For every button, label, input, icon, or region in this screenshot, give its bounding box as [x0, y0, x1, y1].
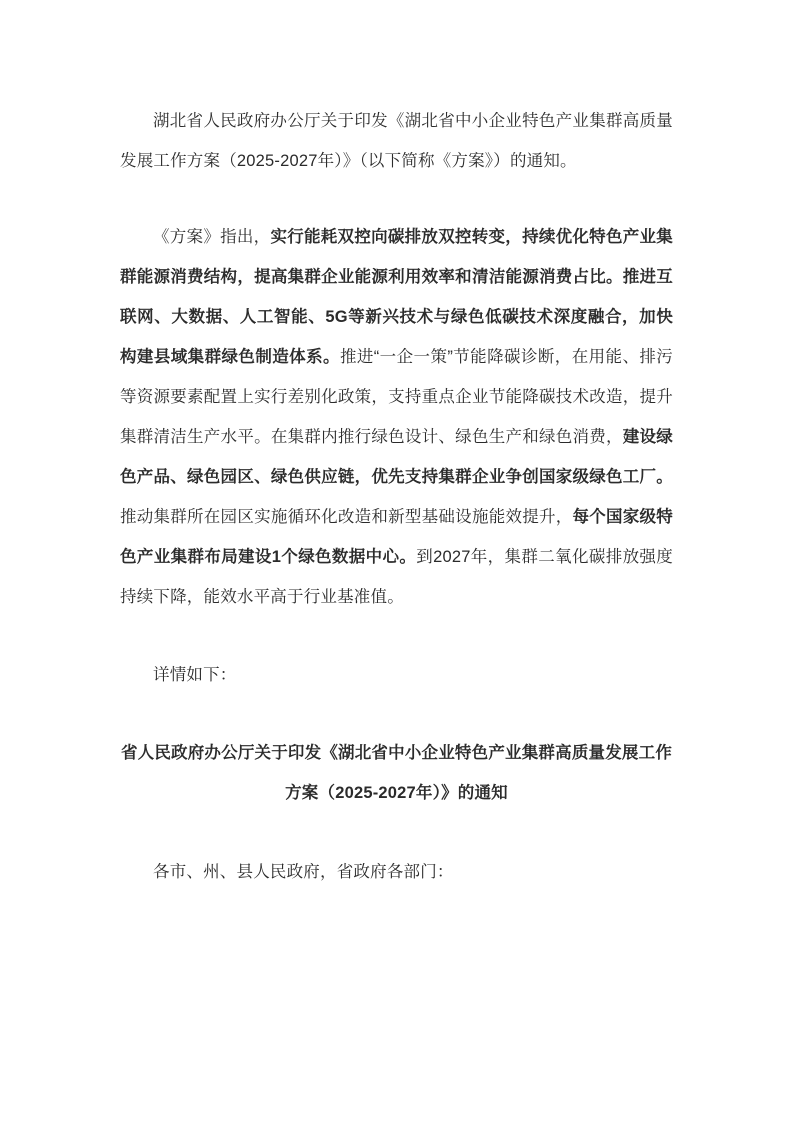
run-bold-energy-control: 实行能耗双控向碳排放双控转变，持续优化特色产业集群能源消费结构，提高集群企业能源利用效率和清洁能源消费占比。推进互联网、大数据、人工智能、5G等新兴技术与绿色低碳技术深度融合，加快构建县域集群绿色制造体系。 — [120, 228, 673, 366]
paragraph-gap-2 — [120, 617, 673, 655]
run-2027-targets: 到2027年，集群二氧化碳排放强度持续下降，能效水平高于行业基准值。 — [120, 548, 673, 606]
paragraph-summary — [120, 217, 673, 617]
paragraph-intro: 湖北省人民政府办公厅关于印发《湖北省中小企业特色产业集群高质量发展工作方案（2025-2027年）》（以下简称《方案》）的通知。 — [120, 112, 673, 170]
run-policy-diagnosis: 推进“一企一策”节能降碳诊断，在用能、排污等资源要素配置上实行差别化政策，支持重点企业节能降碳技术改造，提升集群清洁生产水平。在集群内推行绿色设计、绿色生产和绿色消费， — [120, 348, 673, 446]
notice-title: 省人民政府办公厅关于印发《湖北省中小企业特色产业集群高质量发展工作方案（2025-2027年）》的通知 — [120, 744, 673, 802]
run-bold-green-products: 建设绿色产品、绿色园区、绿色供应链，优先支持集群企业争创国家级绿色工厂。 — [120, 428, 673, 486]
document-content — [120, 0, 673, 892]
paragraph-gap-1 — [120, 181, 673, 217]
paragraph-recipients: 各市、州、县人民政府，省政府各部门： — [153, 863, 454, 881]
run-plan-states: 《方案》指出， — [153, 228, 271, 246]
run-park-upgrade: 推动集群所在园区实施循环化改造和新型基础设施能效提升， — [120, 508, 573, 526]
run-bold-green-data-center: 每个国家级特色产业集群布局建设1个绿色数据中心。 — [120, 508, 673, 566]
paragraph-details-lead: 详情如下： — [153, 666, 237, 684]
paragraph-gap-4 — [120, 813, 673, 852]
paragraph-gap-3 — [120, 695, 673, 733]
top-margin-spacer — [120, 0, 673, 101]
